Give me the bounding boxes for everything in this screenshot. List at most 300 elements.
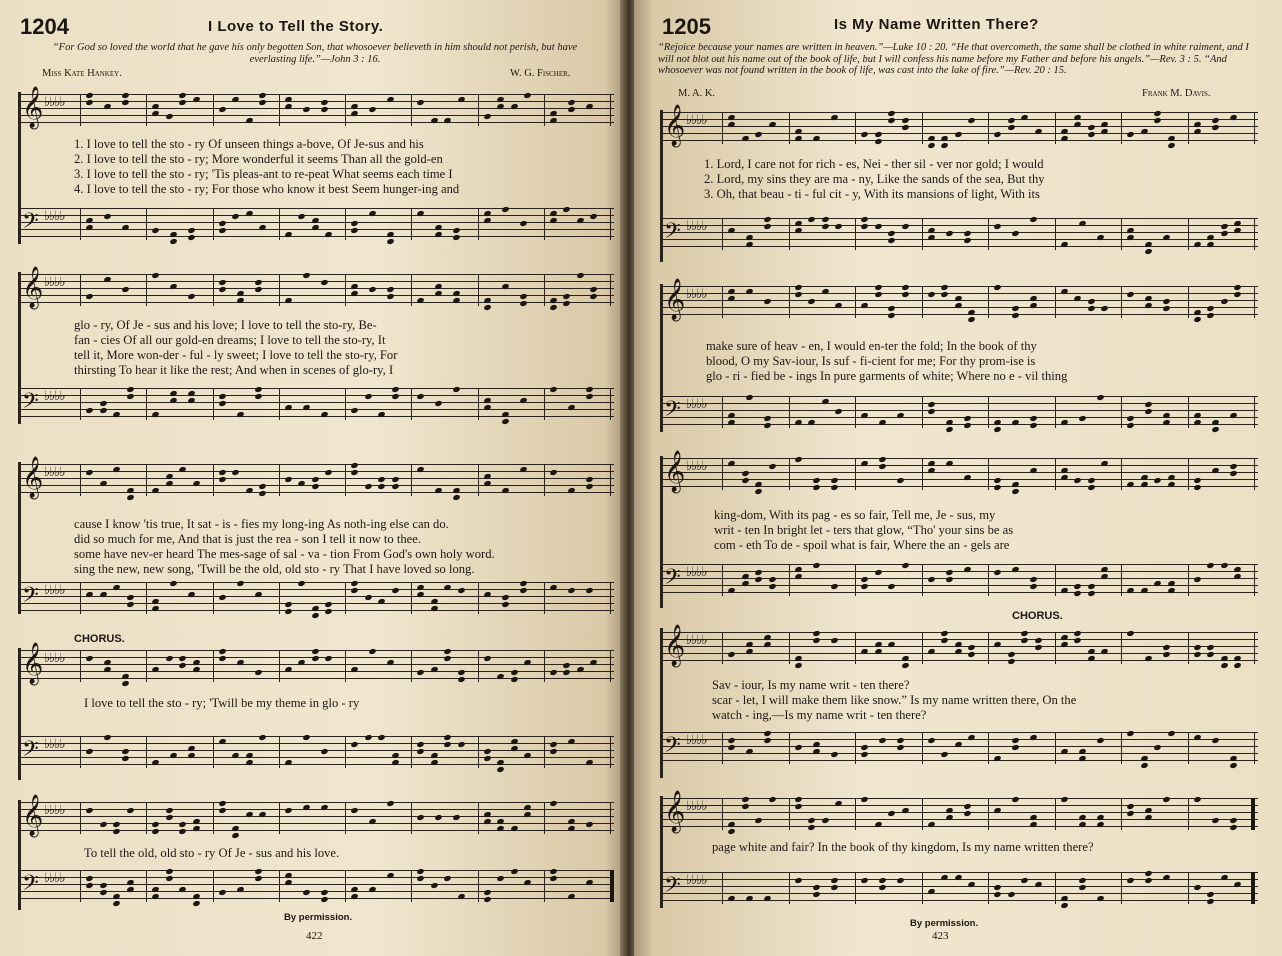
note-head (510, 669, 518, 676)
note-head (768, 576, 776, 583)
note-head (218, 594, 226, 601)
barline (722, 798, 723, 830)
note-head (830, 477, 838, 484)
barline (610, 802, 611, 834)
note-head (324, 601, 332, 608)
note-head (754, 569, 762, 576)
barline (213, 650, 214, 682)
note-head (519, 587, 527, 594)
barline (722, 286, 723, 318)
chorus-line: To tell the old, old sto - ry Of Je - sus and his love. (84, 846, 340, 860)
note-head (874, 138, 882, 145)
barline (988, 396, 989, 428)
note-head (169, 580, 177, 587)
note-head (901, 117, 909, 124)
barline (1254, 286, 1255, 318)
note-head (927, 142, 935, 149)
note-head (391, 587, 399, 594)
note-head (483, 755, 491, 762)
barline (988, 732, 989, 764)
flat-icon: ♭♭♭♭ (44, 737, 65, 752)
note-head (745, 394, 753, 401)
flat-icon: ♭♭♭♭ (686, 633, 707, 648)
staff-line (662, 403, 1258, 404)
note-head (878, 877, 886, 884)
staff-line (20, 823, 614, 824)
note-head (324, 608, 332, 615)
note-head (178, 99, 186, 106)
staff-line (662, 225, 1258, 226)
note-head (963, 422, 971, 429)
barline (722, 564, 723, 596)
note-head (1229, 824, 1237, 831)
note-head (218, 279, 226, 286)
note-head (1144, 248, 1152, 255)
verse-line: 1. Lord, I care not for rich - es, Nei - ther sil - ver nor gold; I would (704, 157, 1044, 171)
barline (411, 274, 412, 306)
note-head (85, 807, 93, 814)
note-head (1233, 291, 1241, 298)
note-head (860, 576, 868, 583)
barline (80, 94, 81, 126)
note-head (1144, 877, 1152, 884)
note-head (151, 227, 159, 234)
note-head (1162, 298, 1170, 305)
barline (922, 458, 923, 490)
barline (146, 870, 147, 902)
note-head (1167, 730, 1175, 737)
note-head (901, 223, 909, 230)
note-head (284, 476, 292, 483)
scripture-verse: “Rejoice because your names are written in heaven.”—Luke 10 : 20. “He that overcometh, the same shall be clothed in white raiment, and I will not blot out his name out of the book of life, but I will confess his name before my Father and before his angels.”—Rev. 3 : 5. “And whosoever was not found written in the book of life, was cast into the lake of fire.”—Rev. 20 : 15. (658, 42, 1249, 76)
note-head (126, 393, 134, 400)
barline (610, 208, 611, 240)
note-head (377, 476, 385, 483)
staff-line (20, 274, 614, 275)
treble-staff (20, 643, 614, 684)
note-head (178, 828, 186, 835)
barline (213, 802, 214, 834)
note-head (218, 807, 226, 814)
note-head (218, 800, 226, 807)
flat-icon: ♭♭♭♭ (44, 583, 65, 598)
barline (855, 564, 856, 596)
verse-line: 1. I love to tell the sto - ry Of unseen things a-bove, Of Je-sus and his (74, 137, 424, 151)
note-head (258, 483, 266, 490)
note-head (1007, 658, 1015, 665)
bass-staff (662, 564, 1258, 596)
note-head (567, 106, 575, 113)
flat-icon: ♭♭♭♭ (44, 95, 65, 110)
barline (279, 388, 280, 420)
note-head (1073, 637, 1081, 644)
note-head (807, 298, 815, 305)
staff-line (20, 603, 614, 604)
note-head (364, 393, 372, 400)
barline (610, 274, 611, 306)
note-head (954, 131, 962, 138)
note-head (993, 426, 1001, 433)
note-head (1193, 316, 1201, 323)
note-head (151, 272, 159, 279)
note-head (483, 748, 491, 755)
note-head (187, 234, 195, 241)
note-head (967, 117, 975, 124)
note-head (1073, 590, 1081, 597)
note-head (896, 477, 904, 484)
note-head (165, 814, 173, 821)
note-head (927, 408, 935, 415)
barline (922, 798, 923, 830)
note-head (812, 484, 820, 491)
note-head (1220, 223, 1228, 230)
note-head (1126, 630, 1134, 637)
note-head (85, 293, 93, 300)
barline (80, 582, 81, 614)
barline (411, 94, 412, 126)
staff-line (662, 578, 1258, 579)
note-head (1011, 305, 1019, 312)
note-head (834, 408, 842, 415)
note-head (501, 418, 509, 425)
note-head (963, 237, 971, 244)
note-head (391, 393, 399, 400)
note-head (416, 868, 424, 875)
note-head (585, 393, 593, 400)
barline (1055, 632, 1056, 664)
barline (722, 218, 723, 250)
verse-line: 3. I love to tell the sto - ry; 'Tis pleas-ant to re-peat What seems each time I (74, 167, 453, 181)
note-head (562, 669, 570, 676)
barline (213, 870, 214, 902)
barline (146, 736, 147, 768)
bass-staff (20, 388, 614, 420)
flat-icon: ♭♭♭♭ (686, 287, 707, 302)
barline (478, 582, 479, 614)
note-head (218, 286, 226, 293)
note-head (501, 601, 509, 608)
bass-clef-icon: 𝄢 (664, 733, 681, 763)
note-head (878, 737, 886, 744)
note-head (1193, 477, 1201, 484)
note-head (993, 284, 1001, 291)
note-head (887, 110, 895, 117)
note-head (85, 92, 93, 99)
staff-line (662, 410, 1258, 411)
note-head (85, 875, 93, 882)
note-head (386, 286, 394, 293)
note-head (1087, 124, 1095, 131)
note-head (483, 655, 491, 662)
note-head (443, 875, 451, 882)
note-head (165, 807, 173, 814)
note-head (302, 734, 310, 741)
note-head (1078, 877, 1086, 884)
barline (544, 650, 545, 682)
treble-staff (662, 279, 1258, 320)
note-head (126, 386, 134, 393)
bass-clef-icon: 𝄢 (22, 209, 39, 239)
note-head (1073, 477, 1081, 484)
note-head (874, 131, 882, 138)
note-head (562, 662, 570, 669)
note-head (523, 92, 531, 99)
note-head (1206, 898, 1214, 905)
note-head (302, 889, 310, 896)
note-head (830, 884, 838, 891)
note-head (368, 106, 376, 113)
note-head (99, 882, 107, 889)
note-head (297, 213, 305, 220)
note-head (1206, 644, 1214, 651)
note-head (754, 576, 762, 583)
note-head (254, 393, 262, 400)
note-head (807, 817, 815, 824)
note-head (218, 106, 226, 113)
flat-icon: ♭♭♭♭ (686, 459, 707, 474)
note-head (391, 483, 399, 490)
note-head (368, 648, 376, 655)
barline (1055, 732, 1056, 764)
barline (922, 396, 923, 428)
barline (855, 286, 856, 318)
note-head (501, 206, 509, 213)
note-head (103, 734, 111, 741)
bass-staff (662, 732, 1258, 764)
note-head (1126, 877, 1134, 884)
note-head (562, 293, 570, 300)
barline (1055, 286, 1056, 318)
note-head (1206, 312, 1214, 319)
note-head (85, 407, 93, 414)
verse-line: did so much for me, And that is just the rea - son I tell it now to thee. (74, 532, 421, 546)
treble-staff (662, 625, 1258, 666)
note-head (1020, 637, 1028, 644)
note-head (993, 569, 1001, 576)
barline (478, 802, 479, 834)
treble-clef-icon: 𝄞 (22, 87, 44, 128)
note-head (1011, 744, 1019, 751)
note-head (821, 216, 829, 223)
barline (544, 464, 545, 496)
note-head (386, 800, 394, 807)
barline (922, 112, 923, 144)
note-head (126, 594, 134, 601)
note-head (794, 803, 802, 810)
barline (1121, 112, 1122, 144)
note-head (754, 488, 762, 495)
note-head (1034, 644, 1042, 651)
note-head (1162, 305, 1170, 312)
verse-line: glo - ri - fied be - ings In pure garments of white; Where no e - vil thing (706, 369, 1068, 383)
note-head (1007, 117, 1015, 124)
barline (855, 632, 856, 664)
note-head (1029, 576, 1037, 583)
barline (1055, 564, 1056, 596)
note-head (1144, 870, 1152, 877)
staff-line (662, 886, 1258, 887)
flat-icon: ♭♭♭♭ (686, 873, 707, 888)
note-head (302, 106, 310, 113)
note-head (350, 741, 358, 748)
barline (1121, 286, 1122, 318)
bass-clef-icon: 𝄢 (22, 871, 39, 901)
note-head (112, 821, 120, 828)
barline (1121, 218, 1122, 250)
note-head (483, 113, 491, 120)
note-head (768, 463, 776, 470)
note-head (549, 304, 557, 311)
words-credit: M. A. K. (678, 88, 716, 99)
note-head (350, 580, 358, 587)
note-head (549, 748, 557, 755)
note-head (254, 279, 262, 286)
barline (411, 582, 412, 614)
note-head (1140, 762, 1148, 769)
barline (789, 872, 790, 904)
note-head (350, 587, 358, 594)
barline (855, 396, 856, 428)
staff-line (20, 492, 614, 493)
staff-line (662, 893, 1258, 894)
words-credit: Miss Kate Hankey. (42, 68, 122, 79)
barline (1188, 396, 1189, 428)
barline (1121, 732, 1122, 764)
barline (345, 388, 346, 420)
note-head (254, 875, 262, 882)
note-head (254, 669, 262, 676)
note-head (763, 298, 771, 305)
note-head (151, 828, 159, 835)
note-head (812, 891, 820, 898)
treble-clef-icon: 𝄞 (22, 795, 44, 836)
note-head (887, 810, 895, 817)
note-head (218, 469, 226, 476)
note-head (741, 803, 749, 810)
note-head (483, 896, 491, 903)
staff-line (662, 458, 1258, 459)
staff-line (662, 465, 1258, 466)
barline (80, 208, 81, 240)
note-head (940, 637, 948, 644)
note-head (963, 810, 971, 817)
staff-line (20, 122, 614, 123)
barline (544, 208, 545, 240)
note-head (1229, 762, 1237, 769)
barline (279, 736, 280, 768)
barline (478, 870, 479, 902)
chorus-line: scar - let, I will make them like snow.” Is my name written there, On the (712, 693, 1077, 707)
verse-line: 3. Oh, that beau - ti - ful cit - y, With its mansions of light, With its (704, 187, 1040, 201)
note-head (126, 601, 134, 608)
barline (1254, 458, 1255, 490)
note-head (1126, 810, 1134, 817)
note-head (1007, 651, 1015, 658)
barline (478, 274, 479, 306)
note-head (311, 612, 319, 619)
barline (411, 650, 412, 682)
verse-line: glo - ry, Of Je - sus and his love; I love to tell the sto-ry, Be- (74, 318, 377, 332)
note-head (860, 744, 868, 751)
staff-line (20, 898, 614, 899)
note-head (967, 651, 975, 658)
barline (213, 582, 214, 614)
note-head (727, 744, 735, 751)
note-head (1211, 117, 1219, 124)
barline (1188, 632, 1189, 664)
verse-line: sing the new, new song, 'Twill be the old, old sto - ry That I have loved so long. (74, 562, 475, 576)
note-head (807, 216, 815, 223)
note-head (768, 583, 776, 590)
bass-staff (20, 736, 614, 768)
note-head (878, 456, 886, 463)
permission-note: By permission. (910, 918, 979, 929)
note-head (1193, 651, 1201, 658)
barline (478, 650, 479, 682)
note-head (126, 494, 134, 501)
note-head (562, 300, 570, 307)
note-head (121, 92, 129, 99)
flat-icon: ♭♭♭♭ (44, 465, 65, 480)
staff-line (662, 826, 1258, 827)
barline (345, 650, 346, 682)
note-head (1096, 737, 1104, 744)
bass-clef-icon: 𝄢 (664, 565, 681, 595)
note-head (151, 821, 159, 828)
barline (789, 396, 790, 428)
staff-line (20, 596, 614, 597)
barline (1188, 564, 1189, 596)
note-head (386, 293, 394, 300)
barline (988, 218, 989, 250)
note-head (1126, 730, 1134, 737)
note-head (350, 469, 358, 476)
note-head (1193, 644, 1201, 651)
note-head (1193, 796, 1201, 803)
barline (1055, 218, 1056, 250)
note-head (901, 291, 909, 298)
note-head (1087, 305, 1095, 312)
barline (988, 872, 989, 904)
barline (80, 388, 81, 420)
barline (1254, 632, 1255, 664)
note-head (887, 312, 895, 319)
barline (146, 208, 147, 240)
hymn-number: 1204 (20, 14, 69, 39)
staff-line (20, 750, 614, 751)
note-head (519, 293, 527, 300)
note-head (1211, 124, 1219, 131)
note-head (830, 877, 838, 884)
treble-clef-icon: 𝄞 (22, 643, 44, 684)
barline (411, 736, 412, 768)
note-head (562, 206, 570, 213)
note-head (1020, 630, 1028, 637)
barline (855, 218, 856, 250)
note-head (549, 868, 557, 875)
note-head (320, 896, 328, 903)
music-credit: W. G. Fischer. (510, 68, 571, 79)
treble-staff (20, 457, 614, 498)
note-head (768, 796, 776, 803)
note-head (1229, 470, 1237, 477)
flat-icon: ♭♭♭♭ (686, 799, 707, 814)
bass-staff (662, 872, 1258, 904)
note-head (284, 807, 292, 814)
note-head (993, 477, 1001, 484)
barline (80, 650, 81, 682)
verse-line: 2. Lord, my sins they are ma - ny, Like the sands of the sea, But thy (704, 172, 1045, 186)
